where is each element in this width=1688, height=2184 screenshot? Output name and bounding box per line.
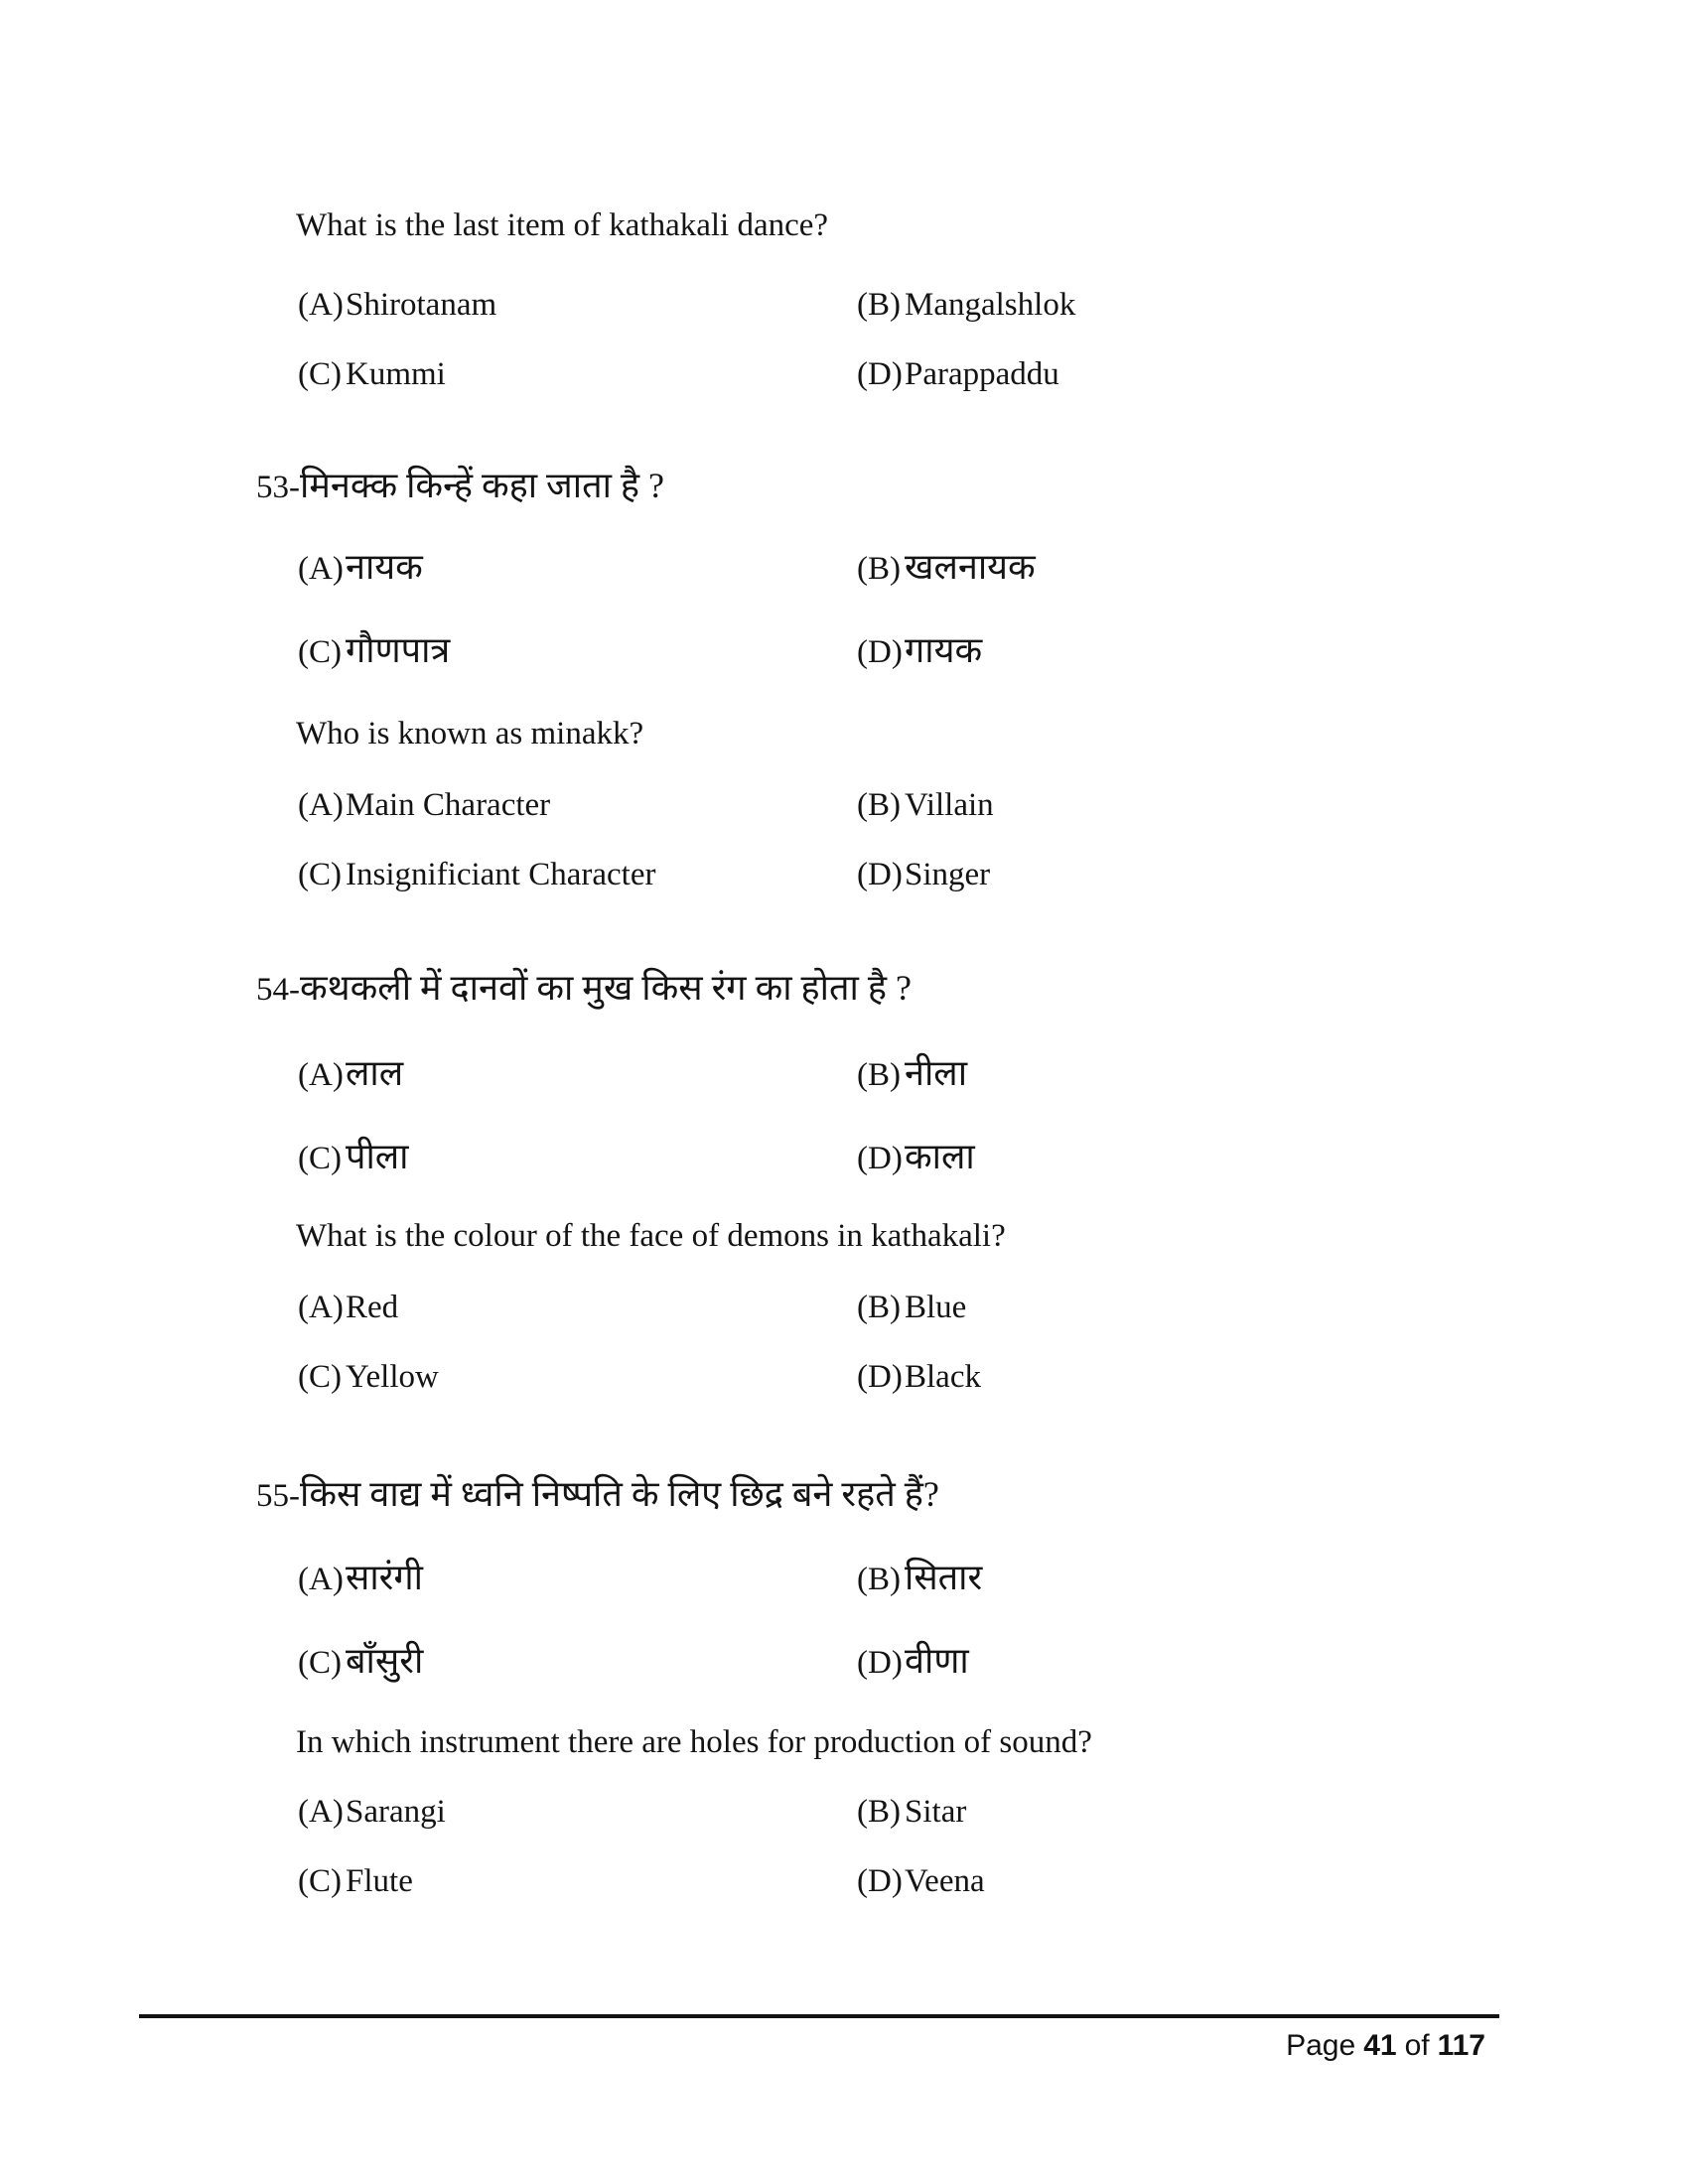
option (857, 1640, 1628, 1684)
option-label: (D) (857, 1645, 903, 1681)
option-label: (D) (857, 1141, 903, 1176)
option-text: Kummi (346, 356, 446, 392)
option (857, 1136, 1628, 1179)
option (298, 1640, 857, 1684)
question-53-english: Who is known as minakk? (296, 716, 644, 751)
option (857, 1860, 1628, 1902)
footer-page-word: Page (1286, 2029, 1356, 2062)
option-label: (B) (857, 1794, 901, 1830)
option-text: खलनायक (905, 547, 1036, 587)
option-label: (B) (857, 551, 901, 587)
options-row (256, 629, 1628, 673)
options-row (256, 1136, 1628, 1179)
option-label: (B) (857, 1290, 901, 1325)
option-label: (C) (298, 1645, 342, 1681)
options-row (256, 546, 1628, 590)
options-row (256, 1052, 1628, 1096)
option-label: (A) (298, 551, 344, 587)
option-label: (B) (857, 787, 901, 823)
option (298, 1860, 857, 1902)
option (298, 353, 857, 395)
option-text: नीला (905, 1053, 968, 1093)
option-label: (C) (298, 857, 342, 892)
option-text: Veena (905, 1863, 985, 1899)
option (298, 1557, 857, 1600)
question-54-english: What is the colour of the face of demons in kathakali? (296, 1218, 1006, 1254)
option (857, 854, 1628, 895)
option (298, 854, 857, 895)
option-label: (B) (857, 1057, 901, 1093)
option-label: (D) (857, 356, 903, 392)
option-text: पीला (346, 1137, 409, 1176)
options-row (256, 1640, 1628, 1684)
option (857, 1791, 1628, 1833)
option-text: Mangalshlok (905, 287, 1076, 323)
option-text: Yellow (346, 1359, 439, 1395)
footer-divider (139, 2014, 1499, 2018)
footer-of-word: of (1404, 2029, 1430, 2062)
question-text-hindi: कथकली में दानवों का मुख किस रंग का होता है ? (300, 968, 912, 1008)
option (298, 1791, 857, 1833)
option-text: Villain (905, 787, 994, 823)
options-row (256, 1791, 1628, 1833)
option-label: (D) (857, 634, 903, 670)
option-text: गायक (905, 630, 983, 670)
option (298, 784, 857, 826)
option-label: (C) (298, 634, 342, 670)
option-text: Sitar (905, 1794, 967, 1830)
option (298, 1052, 857, 1096)
question-54-hindi (256, 967, 1628, 1011)
option-label: (A) (298, 1057, 344, 1093)
option-text: Black (905, 1359, 981, 1395)
options-row (256, 1557, 1628, 1600)
option (857, 353, 1628, 395)
footer-page-number: 41 (1363, 2029, 1397, 2062)
option-label: (A) (298, 1794, 344, 1830)
question-text-hindi: किस वाद्य में ध्वनि निष्पति के लिए छिद्र बने रहते हैं? (300, 1474, 939, 1514)
options-row (256, 353, 1628, 395)
option-label: (C) (298, 356, 342, 392)
question-number: 54- (256, 972, 300, 1008)
option (857, 1287, 1628, 1328)
options-row (256, 784, 1628, 826)
option (857, 1557, 1628, 1600)
question-55-english: In which instrument there are holes for production of sound? (296, 1724, 1092, 1760)
option-label: (D) (857, 1359, 903, 1395)
option-text: Main Character (346, 787, 551, 823)
option-text: Sarangi (346, 1794, 446, 1830)
option-text: काला (905, 1137, 975, 1176)
options-row (256, 284, 1628, 326)
option (857, 1052, 1628, 1096)
option-text: गौणपात्र (346, 630, 451, 670)
option-label: (A) (298, 1290, 344, 1325)
option-label: (C) (298, 1141, 342, 1176)
option-label: (A) (298, 787, 344, 823)
option-label: (A) (298, 287, 344, 323)
page-footer (139, 2027, 1485, 2065)
option (298, 1136, 857, 1179)
question-text-hindi: मिनक्क किन्हें कहा जाता है ? (300, 466, 665, 505)
option-label: (C) (298, 1863, 342, 1899)
options-row (256, 1287, 1628, 1328)
options-row (256, 854, 1628, 895)
option-label: (D) (857, 1863, 903, 1899)
option-text: Parappaddu (905, 356, 1059, 392)
option (298, 1356, 857, 1398)
option-text: बाँसुरी (346, 1641, 424, 1681)
option (298, 284, 857, 326)
option-text: Singer (905, 857, 991, 892)
option (298, 629, 857, 673)
option-label: (D) (857, 857, 903, 892)
option-text: सारंगी (346, 1558, 423, 1597)
question-number: 53- (256, 470, 300, 505)
option-text: नायक (346, 547, 423, 587)
question-53-hindi (256, 465, 1628, 508)
option-text: Shirotanam (346, 287, 497, 323)
option (857, 546, 1628, 590)
option-text: सितार (905, 1558, 983, 1597)
option-label: (C) (298, 1359, 342, 1395)
option (857, 284, 1628, 326)
options-row (256, 1356, 1628, 1398)
option-text: Blue (905, 1290, 967, 1325)
option (857, 1356, 1628, 1398)
option-text: वीणा (905, 1641, 969, 1681)
option (857, 784, 1628, 826)
question-number: 55- (256, 1478, 300, 1514)
question-text-english: What is the last item of kathakali dance? (296, 207, 829, 243)
option (857, 629, 1628, 673)
option-text: Red (346, 1290, 399, 1325)
option-label: (B) (857, 1562, 901, 1597)
option-text: Insignificiant Character (346, 857, 656, 892)
option-label: (B) (857, 287, 901, 323)
option-label: (A) (298, 1562, 344, 1597)
option-text: लाल (346, 1053, 404, 1093)
question-55-hindi (256, 1473, 1628, 1517)
option (298, 546, 857, 590)
option-text: Flute (346, 1863, 413, 1899)
option (298, 1287, 857, 1328)
options-row (256, 1860, 1628, 1902)
footer-total-pages: 117 (1437, 2029, 1485, 2062)
